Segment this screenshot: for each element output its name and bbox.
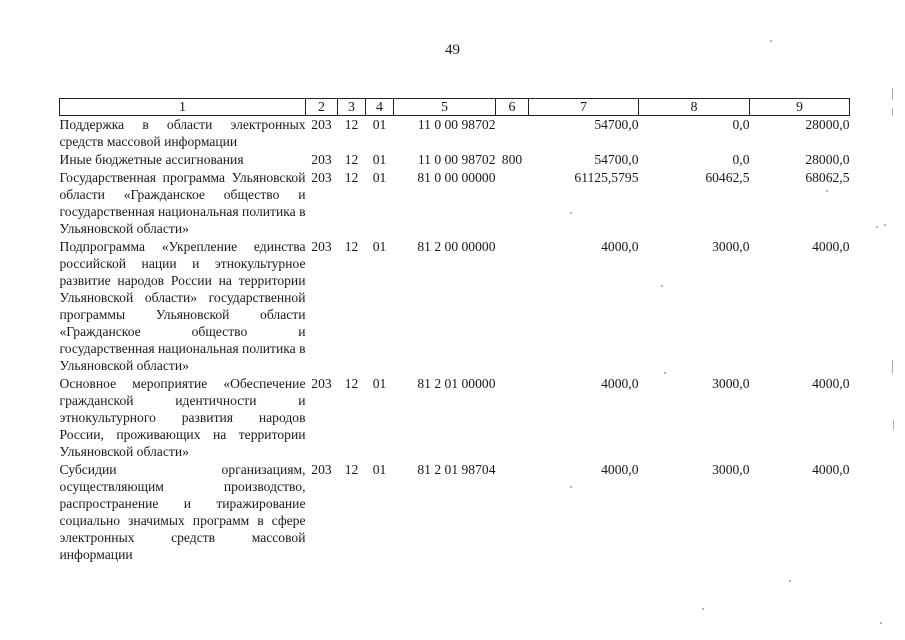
row-ministry-code: 203: [311, 152, 332, 167]
row-ministry-code: 203: [311, 462, 332, 477]
row-name: Субсидии организациям, осуществляющим производство, распространение и тиражирование социально значимых программ в сфере электронных средств массовой информации: [59, 462, 306, 562]
header-col-7: 7: [529, 99, 639, 116]
table-row: [60, 375, 850, 461]
scan-edge-mark: [893, 420, 894, 430]
table-row: [60, 461, 850, 564]
row-ministry-code: 203: [311, 117, 332, 132]
budget-table: [59, 98, 850, 564]
row-amount-9: 28000,0: [805, 152, 850, 167]
row-name: Поддержка в области электронных средств массовой информации: [59, 117, 306, 149]
row-amount-7: 4000,0: [601, 376, 639, 391]
row-amount-9: 4000,0: [812, 239, 850, 254]
row-amount-7: 4000,0: [601, 239, 639, 254]
scan-edge-mark: [892, 88, 893, 100]
row-subsection-code: 01: [372, 152, 387, 167]
row-name: Государственная программа Ульяновской области «Гражданское общество и государственная национальная политика в Ульяновской области»: [59, 170, 306, 236]
row-amount-7: 61125,5795: [574, 170, 639, 185]
row-amount-7: 54700,0: [594, 152, 639, 167]
row-amount-8: 3000,0: [712, 376, 750, 391]
row-amount-8: 60462,5: [705, 170, 750, 185]
scan-speck: [570, 212, 572, 214]
row-amount-8: 3000,0: [712, 239, 750, 254]
table-row: [60, 151, 850, 169]
row-ministry-code: 203: [311, 376, 332, 391]
row-subsection-code: 01: [372, 170, 387, 185]
scan-speck: [570, 486, 572, 488]
row-name: Основное мероприятие «Обеспечение гражданской идентичности и этнокультурного развития народов России, проживающих на территории Ульяновской области»: [59, 376, 306, 459]
scan-speck: [664, 372, 666, 374]
row-expense-type: [496, 461, 529, 564]
row-name: Подпрограмма «Укрепление единства российской нации и этнокультурное развитие народов России на территории Ульяновской области» государственной программы Ульяновской области «Гражданское общество и государственная национальная политика в Ульяновской области»: [59, 239, 306, 373]
scan-speck: [826, 190, 828, 192]
scan-edge-mark: [892, 360, 893, 374]
row-section-code: 12: [344, 376, 359, 391]
row-amount-8: 3000,0: [712, 462, 750, 477]
row-subsection-code: 01: [372, 117, 387, 132]
row-subsection-code: 01: [372, 239, 387, 254]
row-amount-8: 0,0: [732, 152, 750, 167]
header-col-8: 8: [639, 99, 750, 116]
row-target-code: 81 2 01 98704: [417, 462, 496, 477]
row-target-code: 81 0 00 00000: [417, 170, 496, 185]
row-target-code: 81 2 01 00000: [417, 376, 496, 391]
table-row: [60, 169, 850, 238]
page-number: 49: [445, 42, 460, 58]
row-target-code: 11 0 00 98702: [417, 117, 496, 132]
header-col-9: 9: [750, 99, 850, 116]
row-section-code: 12: [344, 239, 359, 254]
row-subsection-code: 01: [372, 462, 387, 477]
row-expense-type: [496, 375, 529, 461]
header-row: [60, 99, 850, 116]
table-row: [60, 238, 850, 375]
row-subsection-code: 01: [372, 376, 387, 391]
row-target-code: 81 2 00 00000: [417, 239, 496, 254]
scan-speck: [884, 224, 886, 226]
scan-speck: [789, 580, 791, 582]
row-amount-9: 4000,0: [812, 376, 850, 391]
header-col-6: 6: [496, 99, 529, 116]
row-section-code: 12: [344, 170, 359, 185]
scan-speck: [880, 622, 882, 624]
row-amount-7: 54700,0: [594, 117, 639, 132]
header-col-5: 5: [394, 99, 496, 116]
header-col-1: 1: [60, 99, 306, 116]
row-section-code: 12: [344, 117, 359, 132]
row-amount-9: 28000,0: [805, 117, 850, 132]
row-expense-type: [496, 169, 529, 238]
header-col-3: 3: [338, 99, 366, 116]
header-col-4: 4: [366, 99, 394, 116]
row-amount-8: 0,0: [732, 117, 750, 132]
table-row: [60, 116, 850, 152]
row-ministry-code: 203: [311, 239, 332, 254]
row-amount-7: 4000,0: [601, 462, 639, 477]
row-target-code: 11 0 00 98702: [417, 152, 496, 167]
row-name: Иные бюджетные ассигнования: [59, 152, 244, 167]
row-expense-type: 800: [501, 152, 523, 167]
row-amount-9: 68062,5: [805, 170, 850, 185]
row-expense-type: [496, 116, 529, 152]
row-section-code: 12: [344, 152, 359, 167]
scan-speck: [770, 40, 772, 42]
row-section-code: 12: [344, 462, 359, 477]
row-ministry-code: 203: [311, 170, 332, 185]
scan-speck: [702, 608, 704, 610]
row-amount-9: 4000,0: [812, 462, 850, 477]
scan-edge-mark: [892, 108, 893, 116]
header-col-2: 2: [306, 99, 338, 116]
row-expense-type: [496, 238, 529, 375]
scan-speck: [661, 285, 663, 287]
scan-speck: [876, 226, 878, 228]
